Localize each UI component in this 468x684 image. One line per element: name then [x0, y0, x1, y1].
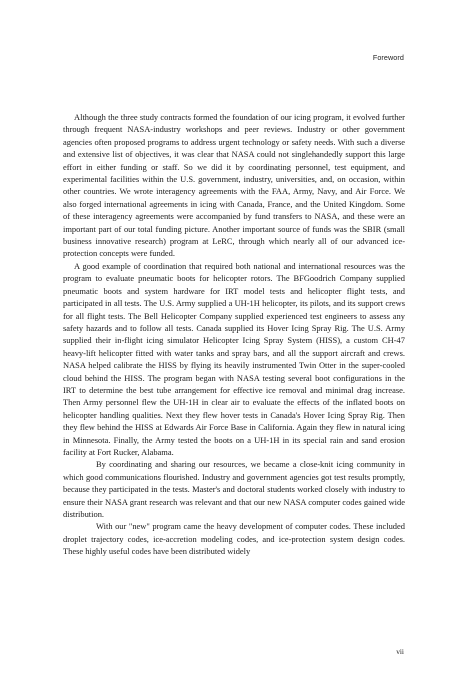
paragraph-pneumatic-boots: A good example of coordination that required both national and international resources was the program to evaluate pneumatic boots for helicopter rotors. The BFGoodrich Company supplied pneumatic boots and system hardware for IRT model tests and helicopter flight tests, and participated in all tests. The U.S. Army supplied a UH-1H helicopter, its pilots, and its support crews for all flight tests. The Bell Helicopter Company supplied experienced test engineers to assess any safety hazards and to follow all tests. Canada supplied its Hover Icing Spray Rig. The U.S. Army supplied their in-flight icing simulator Helicopter Icing Spray System (HISS), a custom CH-47 heavy-lift helicopter fitted with water tanks and spray bars, and all the support aircraft and crews. NASA helped calibrate the HISS by flying its heavily instrumented Twin Otter in the super-cooled cloud behind the HISS. The program began with NASA testing several boot configurations in the IRT to determine the best tube arrangement for effective ice removal and minimal drag increase. Then Army personnel flew the UH-1H in clear air to evaluate the effects of the inflated boots on helicopter handling qualities. Next they flew hover tests in Canada's Hover Icing Spray Rig. Then they flew behind the HISS at Edwards Air Force Base in California. Again they flew in natural icing in Minnesota. Finally, the Army tested the boots on a UH-1H in its special rain and sand erosion facility at Fort Rucker, Alabama.: [63, 260, 405, 457]
page-number: vii: [396, 647, 404, 656]
body-text: [63, 111, 405, 558]
paragraph-coordination: By coordinating and sharing our resources, we became a close-knit icing community in which good communications flourished. Industry and government agencies got test results promptly, because they participated in the tests. Master's and doctoral students worked closely with industry to ensure their NASA grant research was relevant and that our new NASA computer codes gained wide distribution.: [63, 459, 405, 519]
running-header: Foreword: [372, 53, 404, 62]
paragraph-study-contracts: Although the three study contracts formed the foundation of our icing program, it evolved further through frequent NASA-industry workshops and peer reviews. Industry or other government agencies often proposed programs to address urgent technology or safety needs. With such a diverse and extensive list of objectives, it was clear that NASA could not singlehandedly support this large effort in either funding or staff. So we did it by coordinating personnel, test equipment, and experimental facilities within the U.S. government, industry, universities, and, on occasion, within other countries. We wrote interagency agreements with the FAA, Army, Navy, and Air Force. We also forged international agreements in icing with Canada, France, and the United Kingdom. Some of these interagency agreements were accompanied by fund transfers to NASA, and these were an important part of our total funding picture. Another important source of funds was the SBIR (small business innovative research) program at LeRC, through which nearly all of our advanced ice-protection concepts were funded.: [63, 112, 405, 259]
paragraph-computer-codes: With our "new" program came the heavy development of computer codes. These included droplet trajectory codes, ice-accretion modeling codes, and ice-protection system design codes. These highly useful codes have been distributed widely: [63, 521, 405, 557]
